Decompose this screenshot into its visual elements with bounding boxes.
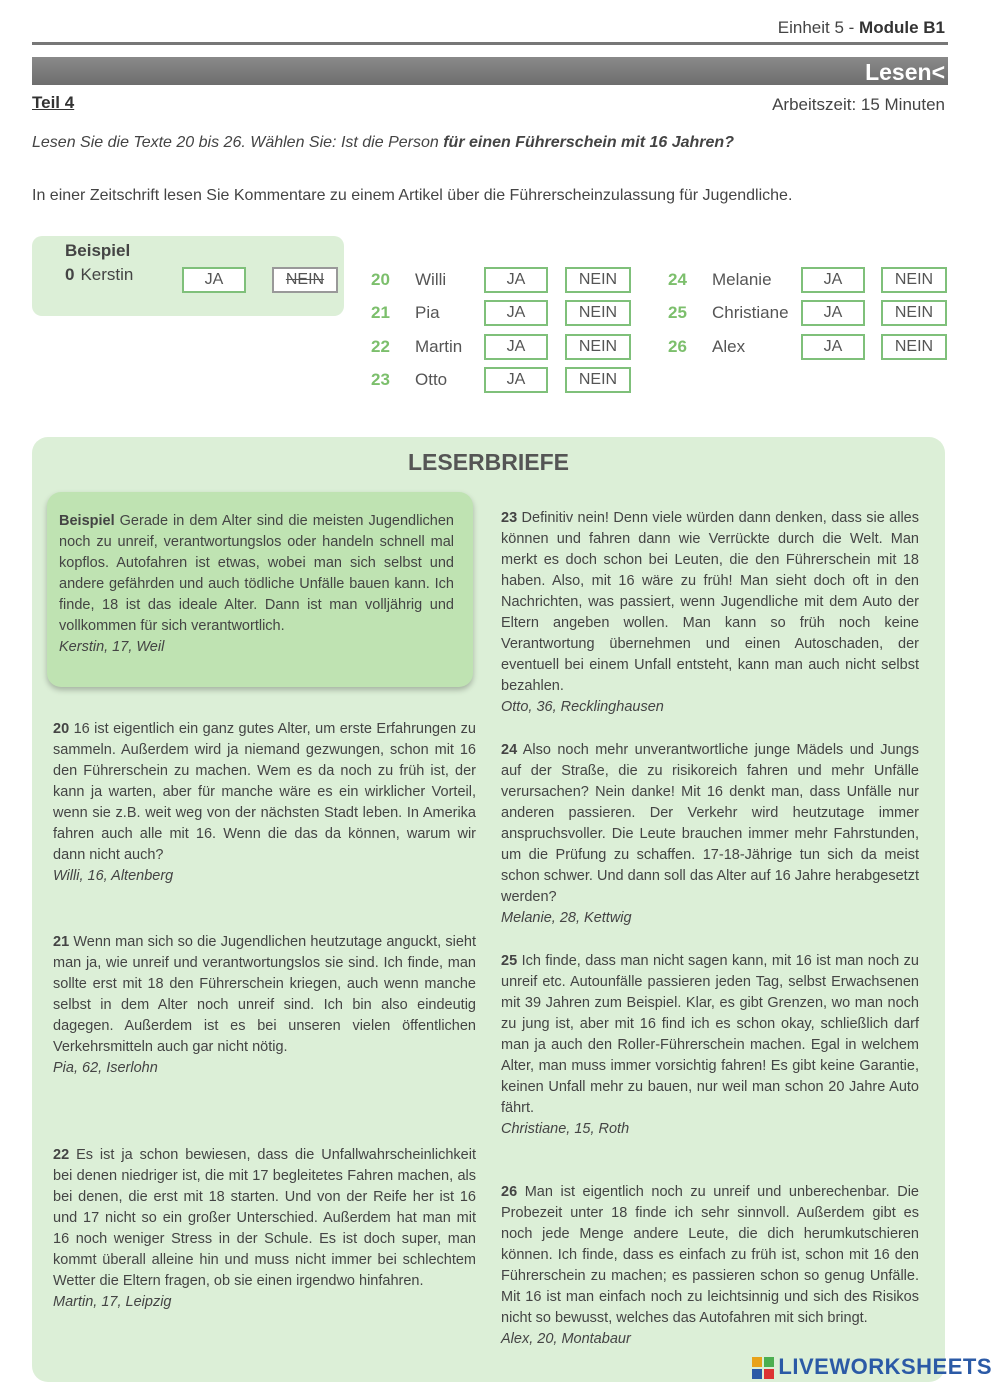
letter-lead: 25 xyxy=(501,953,518,969)
item-name-20: Willi xyxy=(415,270,447,289)
item-number-24: 24 xyxy=(668,270,687,289)
ja-button-21[interactable]: JA xyxy=(484,300,548,326)
nein-button-23[interactable]: NEIN xyxy=(565,367,631,393)
task-instruction xyxy=(32,134,734,152)
nein-button-20[interactable]: NEIN xyxy=(565,267,631,293)
item-name-26: Alex xyxy=(712,337,746,356)
letter-lead: Beispiel xyxy=(59,513,115,529)
letter-20 xyxy=(53,719,476,887)
ja-button-20[interactable]: JA xyxy=(484,267,548,293)
watermark-text: LIVEWORKSHEETS xyxy=(778,1354,992,1379)
nein-button-26[interactable]: NEIN xyxy=(881,334,947,360)
item-name-25: Christiane xyxy=(712,303,789,322)
letter-signature: Christiane, 15, Roth xyxy=(501,1121,630,1137)
item-name-23: Otto xyxy=(415,370,448,389)
letter-lead: 24 xyxy=(501,742,518,758)
letter-body: Man ist eigentlich noch zu unreif und unberechenbar. Die Probezeit unter 18 finde ich sehr sinnvoll. Außerdem gibt es noch jede Menge andere Leute, die dich herumkutschieren können. Ich finde, dass es einfach zu früh ist, schon mit 16 den Führerschein zu machen; es passieren schon so genug Unfälle. Mit 16 ist man einfach noch zu leichtsinnig und sich des Risikos nicht so bewusst, welches das Autofahren mit sich bringt. xyxy=(501,1184,919,1326)
context-instruction: In einer Zeitschrift lesen Sie Kommentare zu einem Artikel über die Führerscheinzulassung für Jugendliche. xyxy=(32,187,793,204)
letter-signature: Alex, 20, Montabaur xyxy=(501,1331,631,1347)
item-name-22: Martin xyxy=(415,337,463,356)
letter-25 xyxy=(501,951,919,1140)
letter-lead: 26 xyxy=(501,1184,518,1200)
example-ja-box: JA xyxy=(182,267,246,293)
letter-body: Gerade in dem Alter sind die meisten Jugendlichen noch zu unreif, verantwortungslos oder handeln schnell mal kopflos. Autofahren ist etwas, wobei man sich selbst und andere gefährden und auch tödliche Unfälle bauen kann. Ich finde, 18 ist das ideale Alter. Dann ist man volljährig und vollkommen für sich verantwortlich. xyxy=(59,513,454,634)
item-number-22: 22 xyxy=(371,337,390,356)
example-name: Kerstin xyxy=(80,265,134,284)
letter-21 xyxy=(53,932,476,1079)
example-number: 0 xyxy=(65,265,75,284)
nein-button-25[interactable]: NEIN xyxy=(881,300,947,326)
item-name-21: Pia xyxy=(415,303,440,322)
letter-signature: Otto, 36, Recklinghausen xyxy=(501,699,664,715)
ja-button-24[interactable]: JA xyxy=(801,267,865,293)
letter-body: 16 ist eigentlich ein ganz gutes Alter, um erste Erfahrungen zu sammeln. Außerdem wird ja niemand gezwungen, schon mit 16 den Führerschein zu machen. Wem es da noch zu früh ist, der kann ja warten, aber für manche wäre es ein wirklicher Vorteil, wenn sie z.B. weit weg von der nächsten Stadt leben. In Amerika fahren auch alle mit 16. Wenn die das da können, warum wir dann nicht auch? xyxy=(53,721,476,863)
letter-signature: Willi, 16, Altenberg xyxy=(53,868,174,884)
part-title: Teil 4 xyxy=(32,93,75,112)
letter-24 xyxy=(501,740,919,929)
letter-body: Also noch mehr unverantwortliche junge Mädels und Jungs auf der Straße, die zu risikoreich fahren und mehr Unfälle verursachen? Nein danke! Mit 16 denkt man, dass Unfälle nur anderen passieren. Der Verkehr wird heutzutage immer anspruchsvoller. Die Leute brauchen immer mehr Fahrstunden, um die Prüfung zu schaffen. 17-18-Jährige tun sich da meist schon schwer. Und dann soll das Alter auf 16 Jahre herabgesetzt werden? xyxy=(501,742,919,905)
letter-lead: 21 xyxy=(53,934,70,950)
unit-heading xyxy=(778,18,945,38)
example-row xyxy=(65,265,133,285)
working-time: Arbeitszeit: 15 Minuten xyxy=(772,95,945,114)
letter-23 xyxy=(501,508,919,718)
letter-22 xyxy=(53,1145,476,1313)
instruction-text: Lesen Sie die Texte 20 bis 26. Wählen Sie: Ist die Person xyxy=(32,134,444,151)
letter-lead: 23 xyxy=(501,510,518,526)
ja-button-22[interactable]: JA xyxy=(484,334,548,360)
header-divider xyxy=(32,42,948,45)
item-number-21: 21 xyxy=(371,303,390,322)
section-bar xyxy=(32,57,948,85)
letter-body: Definitiv nein! Denn viele würden dann denken, dass sie alles können und fahren dann wie Verrückte durch die Welt. Man merkt es doch schon bei Leuten, die den Führerschein mit 18 haben. Also, mit 16 wäre zu früh! Man sieht doch oft in den Nachrichten, was passiert, wenn Jugendliche mit dem Auto der Eltern angeben wollen. Man kann so früh noch keine Verantwortung übernehmen und einen Autoschaden, der eventuell bei einem Unfall entsteht, kann man auch nicht selbst bezahlen. xyxy=(501,510,919,694)
letter-body: Ich finde, dass man nicht sagen kann, mit 16 ist man noch zu unreif etc. Autounfälle passieren jeden Tag, selbst Erwachsenen mit 39 Jahren zum Beispiel. Klar, es gibt Grenzen, wo man noch zu jung ist, aber mit 16 find ich es schon okay, schließlich darf man ja auch den Roller-Führerschein machen. Egal in welchem Alter, man muss immer vorsichtig fahren! Es gibt keine Garantie, keinen Unfall mehr zu bauen, nur weil man schon 20 Jahre Auto fährt. xyxy=(501,953,919,1116)
unit-label: Einheit 5 - xyxy=(777,18,860,37)
letter-signature: Pia, 62, Iserlohn xyxy=(53,1060,158,1076)
instruction-emphasis: für einen Führerschein mit 16 Jahren? xyxy=(443,134,734,151)
letter-body: Wenn man sich so die Jugendlichen heutzutage anguckt, sieht man ja, wie unreif und verantwortungslos sie sind. Ich finde, man sollte erst mit 18 den Führerschein kriegen, auch wenn manche selbst in dem Alter noch unreif sind. Ich bin also eindeutig dagegen. Außerdem ist es bei unseren vielen öffentlichen Verkehrsmitteln auch gar nicht nötig. xyxy=(53,934,476,1055)
example-nein-box-crossed: NEIN xyxy=(272,267,338,293)
ja-button-23[interactable]: JA xyxy=(484,367,548,393)
item-number-20: 20 xyxy=(371,270,390,289)
item-number-23: 23 xyxy=(371,370,390,389)
letter-example xyxy=(59,511,454,658)
letter-body: Es ist ja schon bewiesen, dass die Unfallwahrscheinlichkeit bei denen niedriger ist, die mit 17 begleitetes Fahren machen, als bei denen, die erst mit 18 starten. Und von der Reife her ist 16 und 17 nicht so ein großer Unterschied. Außerdem hat man mit 16 noch weniger Stress in der Schule. Es ist doch super, man kommt überall alleine hin und muss nicht immer bei schlechtem Wetter die Eltern fragen, ob sie einen irgendwo hinfahren. xyxy=(53,1147,476,1289)
module-label: Module B1 xyxy=(859,18,945,37)
item-number-26: 26 xyxy=(668,337,687,356)
letter-26 xyxy=(501,1182,919,1350)
liveworksheets-logo-icon xyxy=(752,1357,774,1379)
nein-button-22[interactable]: NEIN xyxy=(565,334,631,360)
example-title: Beispiel xyxy=(65,241,131,260)
item-name-24: Melanie xyxy=(712,270,772,289)
item-number-25: 25 xyxy=(668,303,687,322)
letter-lead: 22 xyxy=(53,1147,70,1163)
letter-lead: 20 xyxy=(53,721,70,737)
nein-button-21[interactable]: NEIN xyxy=(565,300,631,326)
nein-button-24[interactable]: NEIN xyxy=(881,267,947,293)
liveworksheets-watermark xyxy=(752,1354,992,1380)
ja-button-26[interactable]: JA xyxy=(801,334,865,360)
ja-button-25[interactable]: JA xyxy=(801,300,865,326)
letter-signature: Kerstin, 17, Weil xyxy=(59,639,165,655)
letter-signature: Martin, 17, Leipzig xyxy=(53,1294,172,1310)
letter-signature: Melanie, 28, Kettwig xyxy=(501,910,632,926)
section-title: Lesen< xyxy=(865,59,945,85)
letters-title: LESERBRIEFE xyxy=(407,449,570,475)
